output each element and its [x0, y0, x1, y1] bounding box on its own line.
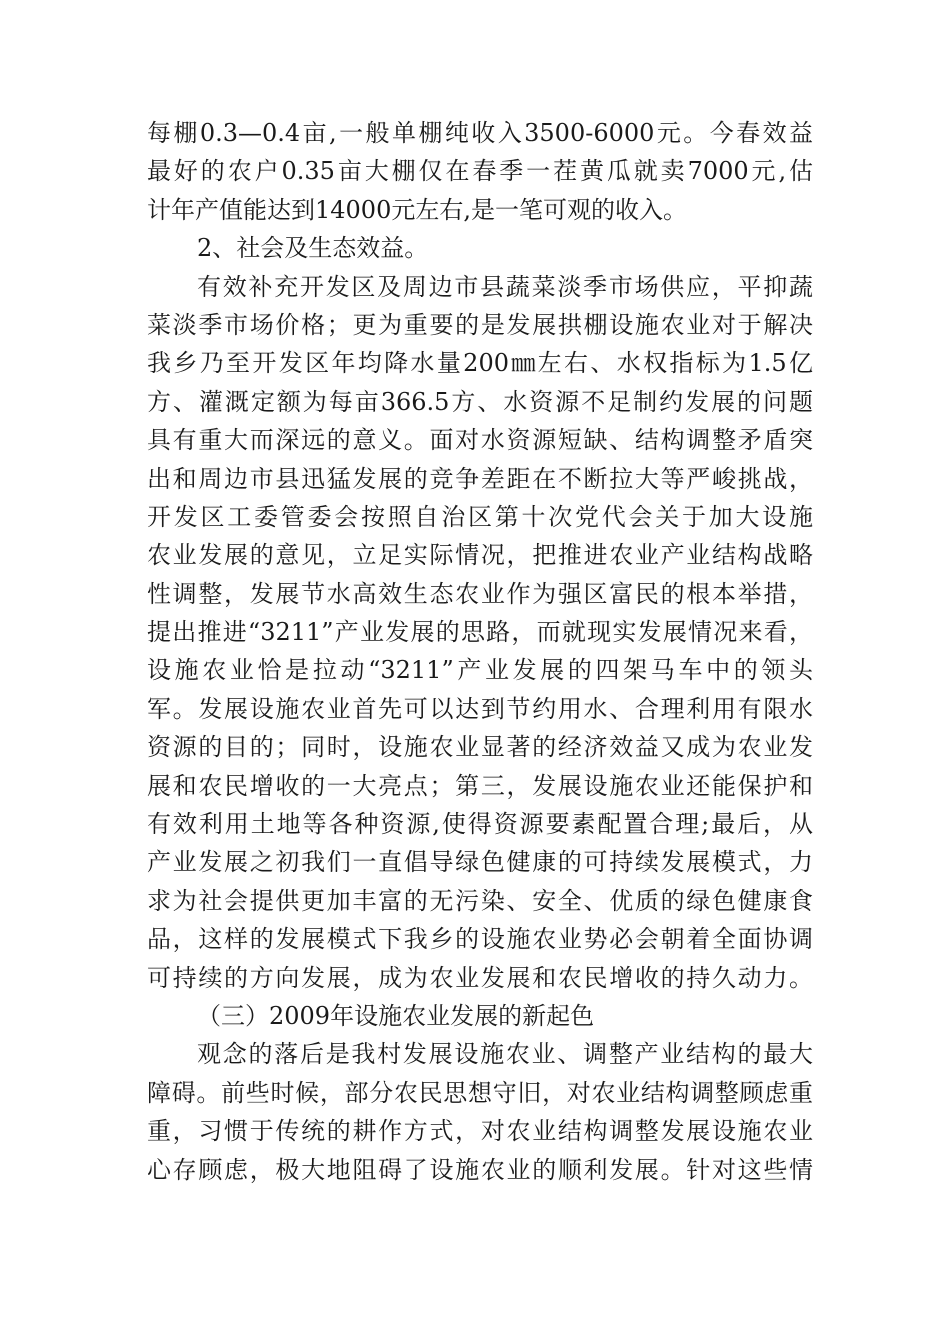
text-line: 品，这样的发展模式下我乡的设施农业势必会朝着全面协调: [147, 925, 813, 954]
text-line: 重，习惯于传统的耕作方式，对农业结构调整发展设施农业: [147, 1117, 813, 1146]
text-line: 提出推进“3211”产业发展的思路，而就现实发展情况来看，: [147, 618, 813, 647]
text-line: 菜淡季市场价格；更为重要的是发展拱棚设施农业对于解决: [147, 310, 813, 339]
text-line: 出和周边市县迅猛发展的竞争差距在不断拉大等严峻挑战，: [147, 464, 813, 493]
text-line: 具有重大而深远的意义。面对水资源短缺、结构调整矛盾突: [147, 426, 813, 455]
text-line: 资源的目的；同时，设施农业显著的经济效益又成为农业发: [147, 733, 813, 762]
text-line: 我乡乃至开发区年均降水量200㎜左右、水权指标为1.5亿: [147, 349, 813, 378]
text-line: 观念的落后是我村发展设施农业、调整产业结构的最大: [197, 1040, 813, 1069]
text-line: 障碍。前些时候，部分农民思想守旧，对农业结构调整顾虑重: [147, 1078, 813, 1107]
text-line: 计年产值能达到14000元左右,是一笔可观的收入。: [147, 195, 687, 224]
text-line: 最好的农户0.35亩大棚仅在春季一茬黄瓜就卖7000元,估: [147, 157, 813, 186]
text-line: （三）2009年设施农业发展的新起色: [197, 1001, 595, 1030]
text-line: 性调整，发展节水高效生态农业作为强区富民的根本举措，: [147, 579, 813, 608]
text-line: 心存顾虑，极大地阻碍了设施农业的顺利发展。针对这些情: [147, 1155, 813, 1184]
text-line: 农业发展的意见，立足实际情况，把推进农业产业结构战略: [147, 541, 813, 570]
text-line: 可持续的方向发展，成为农业发展和农民增收的持久动力。: [147, 963, 813, 992]
text-line: 有效补充开发区及周边市县蔬菜淡季市场供应，平抑蔬: [197, 272, 813, 301]
text-line: 求为社会提供更加丰富的无污染、安全、优质的绿色健康食: [147, 886, 813, 915]
text-line: 展和农民增收的一大亮点；第三，发展设施农业还能保护和: [147, 771, 813, 800]
text-line: 方、灌溉定额为每亩366.5方、水资源不足制约发展的问题: [147, 387, 813, 416]
text-line: 产业发展之初我们一直倡导绿色健康的可持续发展模式，力: [147, 848, 813, 877]
text-line: 2、社会及生态效益。: [197, 234, 429, 263]
text-line: 军。发展设施农业首先可以达到节约用水、合理利用有限水: [147, 694, 813, 723]
text-line: 设施农业恰是拉动“3211”产业发展的四架马车中的领头: [147, 656, 813, 685]
text-line: 有效利用土地等各种资源,使得资源要素配置合理;最后，从: [147, 810, 813, 839]
document-body: [147, 114, 813, 1189]
text-line: 开发区工委管委会按照自治区第十次党代会关于加大设施: [147, 502, 813, 531]
text-line: 每棚0.3—0.4亩,一般单棚纯收入3500-6000元。今春效益: [147, 119, 813, 147]
